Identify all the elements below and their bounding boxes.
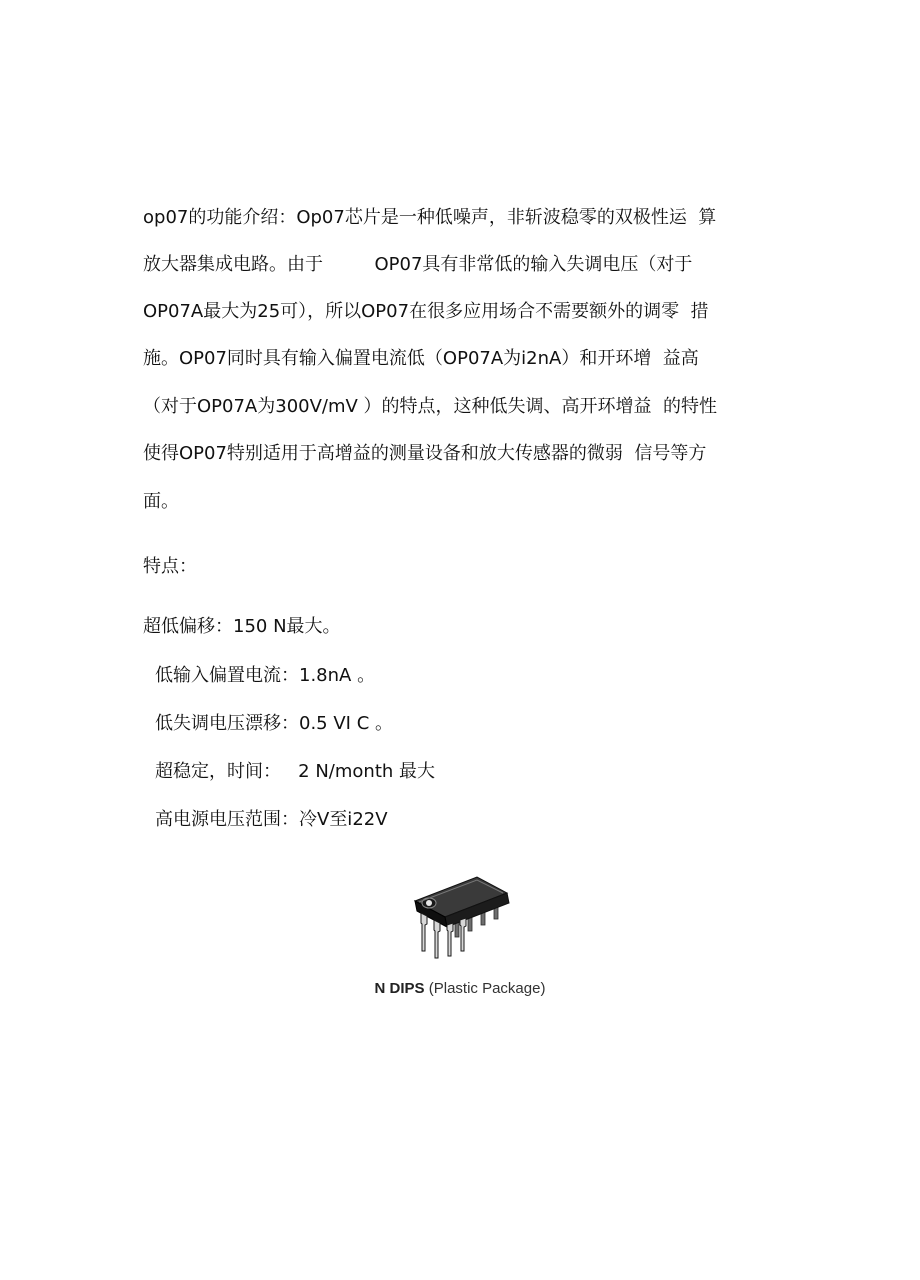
intro-line-7: 面。 <box>143 491 179 512</box>
caption-package-type: (Plastic Package) <box>424 980 546 997</box>
feature-item-stability: 超稳定，时间： 2 N/month 最大 <box>155 761 436 782</box>
intro-line-1: op07的功能介绍：Op07芯片是一种低噪声，非斩波稳零的双极性运 算 <box>143 207 717 228</box>
feature-item-bias-current: 低输入偏置电流：1.8nA 。 <box>155 665 376 686</box>
intro-line-6: 使得OP07特别适用于高增益的测量设备和放大传感器的微弱 信号等方 <box>143 443 707 464</box>
features-heading: 特点： <box>143 556 197 577</box>
caption-package-name: N DIPS <box>374 980 425 997</box>
dip-chip-icon <box>405 873 515 981</box>
feature-item-supply-range: 高电源电压范围：冷V至i22V <box>155 809 388 830</box>
intro-line-5: （对于OP07A为300V/mV ）的特点，这种低失调、高开环增益 的特性 <box>143 396 717 417</box>
intro-line-3: OP07A最大为25可），所以OP07在很多应用场合不需要额外的调零 措 <box>143 301 709 322</box>
figure-caption <box>0 979 920 999</box>
feature-item-offset: 超低偏移：150 N最大。 <box>143 616 341 637</box>
intro-line-2: 放大器集成电路。由于 OP07具有非常低的输入失调电压（对于 <box>143 254 693 275</box>
dip-package-image <box>405 873 515 981</box>
feature-item-drift: 低失调电压漂移：0.5 VI C 。 <box>155 713 393 734</box>
intro-line-4: 施。OP07同时具有输入偏置电流低（OP07A为i2nA）和开环增 益高 <box>143 348 699 369</box>
